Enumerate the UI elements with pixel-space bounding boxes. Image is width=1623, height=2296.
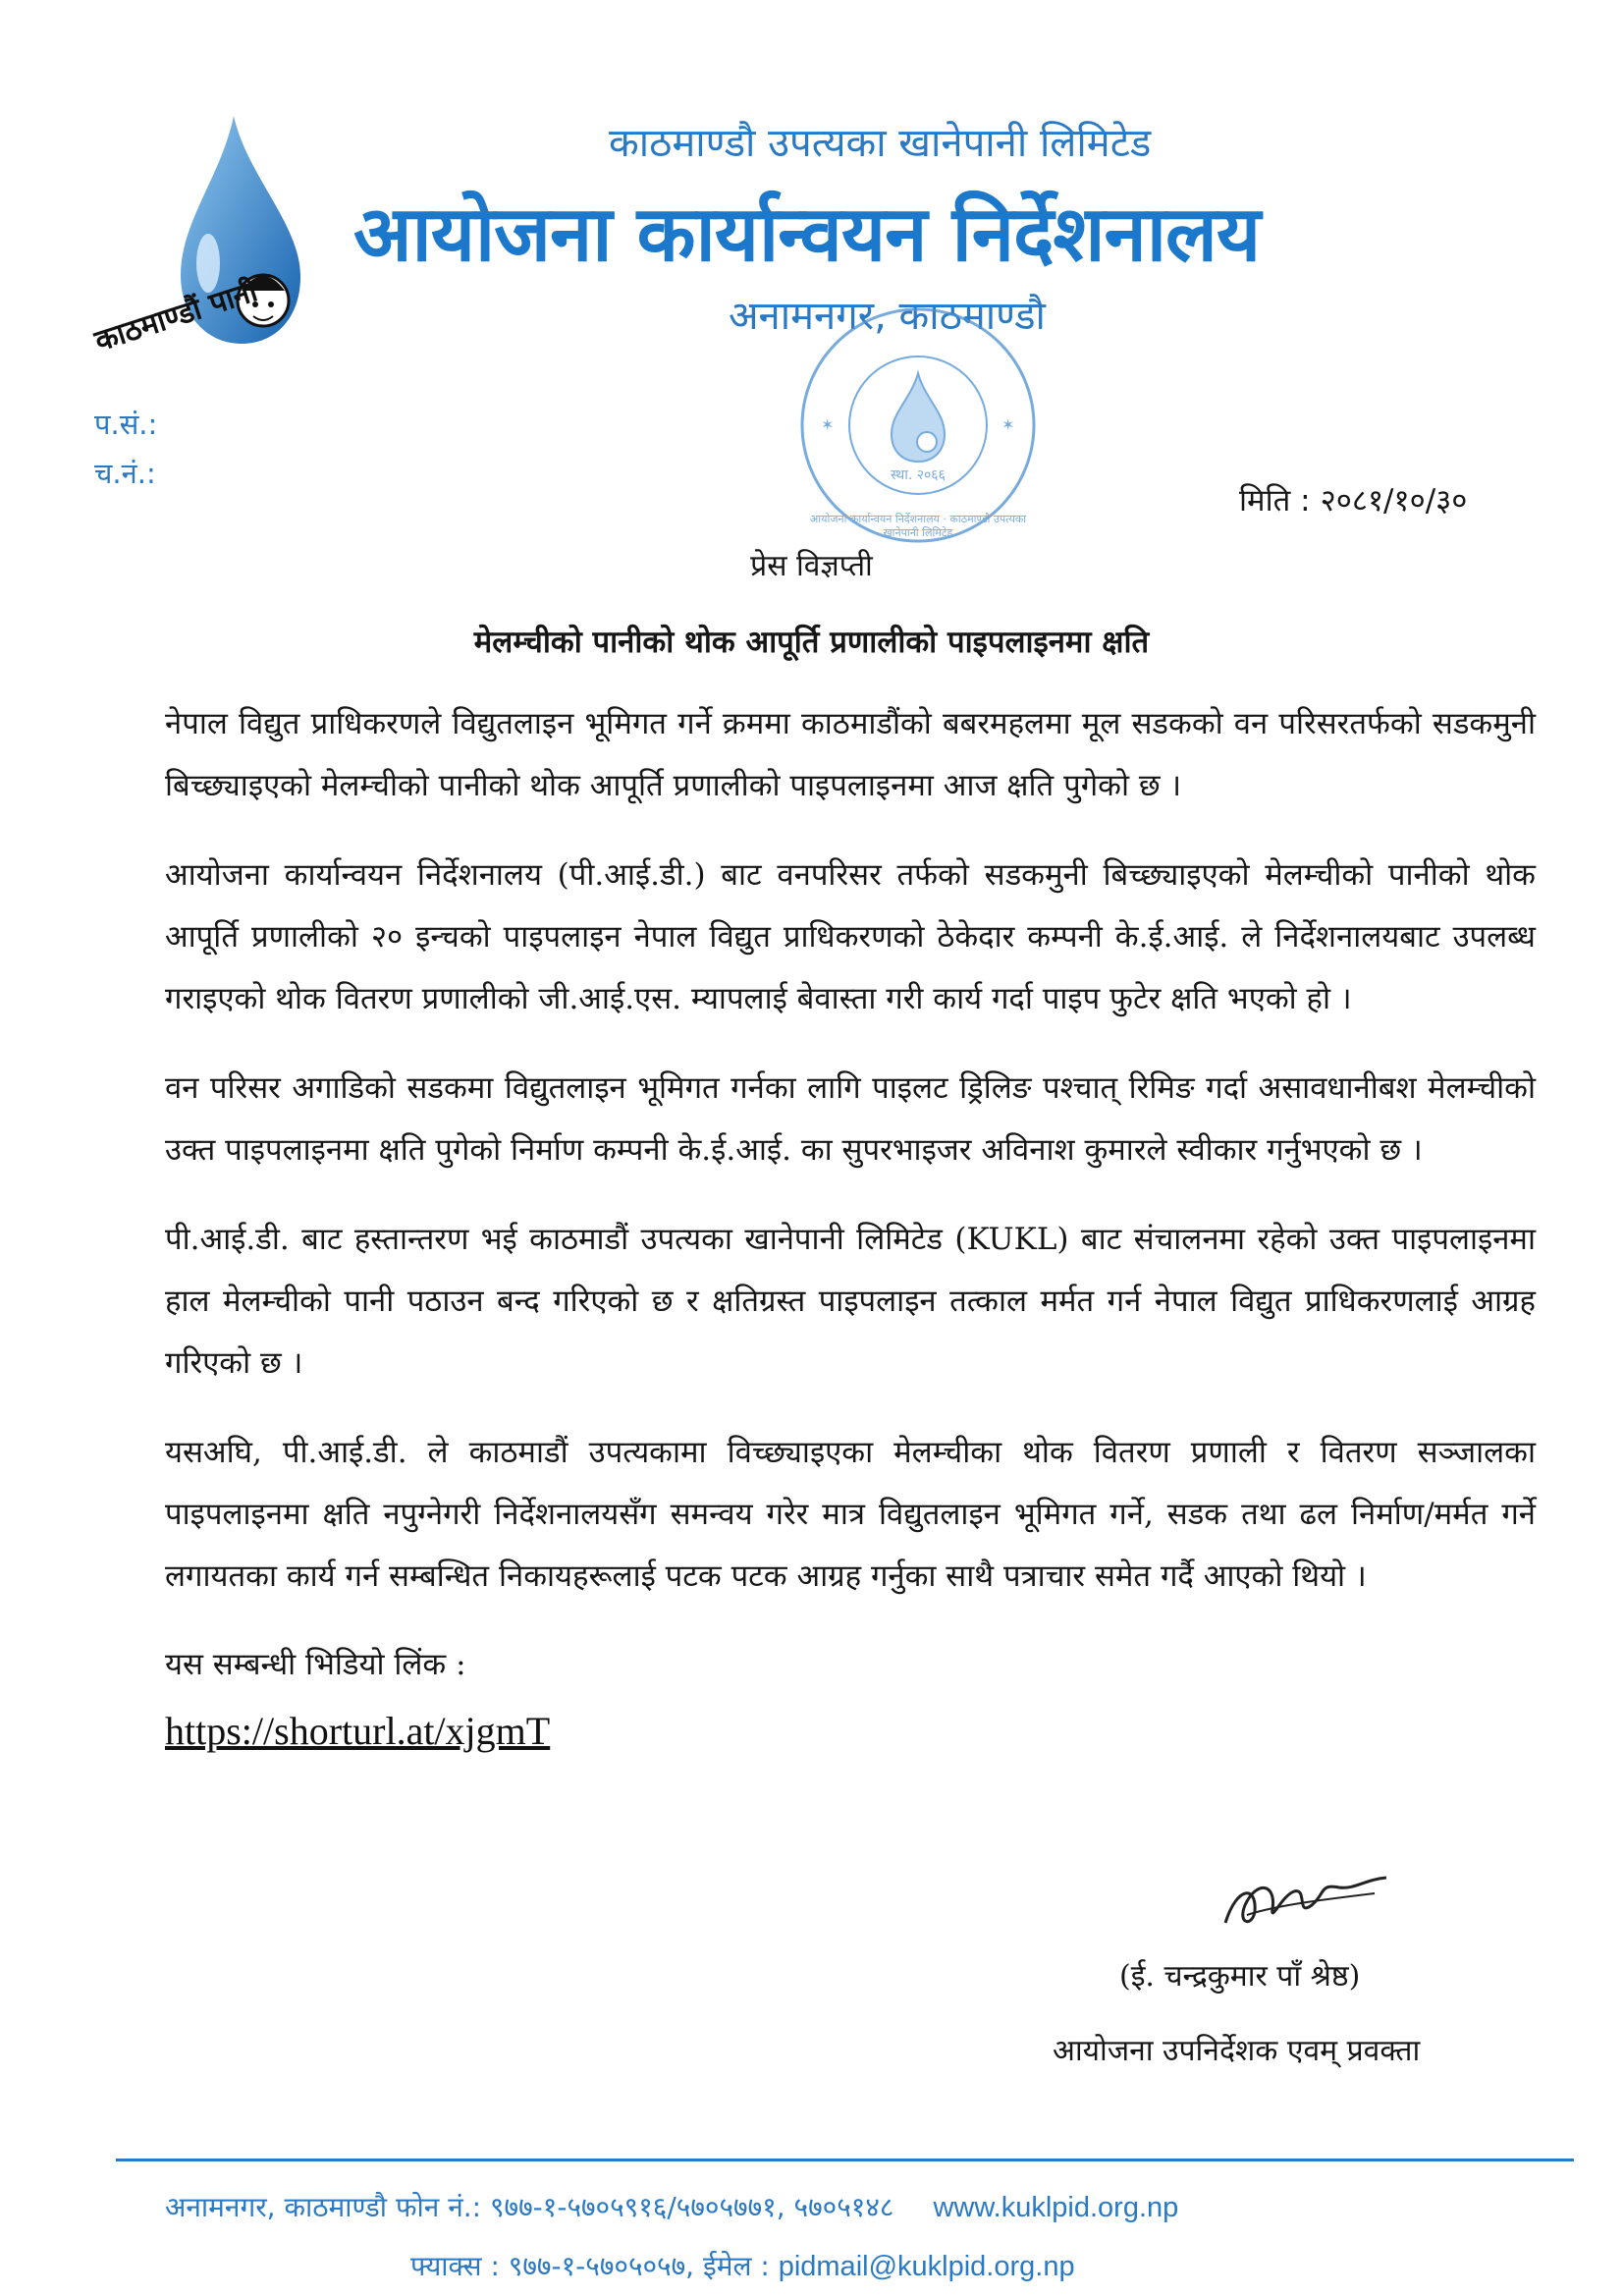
paragraph-5: यसअघि, पी.आई.डी. ले काठमाडौं उपत्यकामा विच्छ्याइएका मेलम्चीका थोक वितरण प्रणाली र वितरण सञ्जालका पाइपलाइनमा क्षति नपुग्नेगरी निर्देशनालयसँग समन्वय गरेर मात्र विद्युतलाइन भूमिगत गर्ने, सडक तथा ढल निर्माण/मर्मत गर्ने लगायतका कार्य गर्न सम्बन्धित निकायहरूलाई पटक पटक आग्रह गर्नुका साथै पत्राचार समेत गर्दै आएको थियो । <box>165 1435 1536 1594</box>
video-link-label: यस सम्बन्धी भिडियो लिंक : <box>165 1647 466 1682</box>
stamp-text: आयोजना कार्यान्वयन निर्देशनालय · काठमाण्डौ उपत्यका खानेपानी लिमिटेड <box>809 513 1027 539</box>
stamp-year: स्था. २०६६ <box>891 467 946 483</box>
organization-name: काठमाण्डौ उपत्यका खानेपानी लिमिटेड <box>609 121 1152 166</box>
signature-icon <box>1217 1866 1394 1935</box>
footer-website-link[interactable]: www.kuklpid.org.np <box>933 2192 1179 2223</box>
paragraph-2: आयोजना कार्यान्वयन निर्देशनालय (पी.आई.डी.) बाट वनपरिसर तर्फको सडकमुनी बिच्छ्याइएको मेलम्चीको पानीको थोक आपूर्ति प्रणालीको २० इन्चको पाइपलाइन नेपाल विद्युत प्राधिकरणको ठेकेदार कम्पनी के.ई.आई. ले निर्देशनालयबाट उपलब्ध गराइएको थोक वितरण प्रणालीको जी.आई.एस. म्यापलाई बेवास्ता गरी कार्य गर्दा पाइप फुटेर क्षति भएको हो । <box>165 857 1536 1016</box>
video-link-url[interactable]: https://shorturl.at/xjgmT <box>165 1709 551 1753</box>
footer-email-link[interactable]: pidmail@kuklpid.org.np <box>778 2251 1075 2282</box>
organization-logo <box>86 116 322 361</box>
letterhead-address: अनामनगर, काठमाण्डौ <box>729 294 1046 339</box>
signatory-title: आयोजना उपनिर्देशक एवम् प्रवक्ता <box>1053 2034 1421 2068</box>
footer-address-phone: अनामनगर, काठमाण्डौ फोन नं.: ९७७-१-५७०५९१६/५७०५७७१, ५७०५१४८ <box>165 2191 894 2223</box>
logo-text: काठमाण्डौं पानी <box>90 274 262 359</box>
footer-fax-email-line <box>410 2247 1392 2284</box>
reference-number-label: प.सं.: <box>94 408 158 441</box>
handwritten-signature <box>1217 1866 1394 1935</box>
date-label: मिति : <box>1239 483 1311 519</box>
paragraph-1: नेपाल विद्युत प्राधिकरणले विद्युतलाइन भूमिगत गर्ने क्रममा काठमाडौंको बबरमहलमा मूल सडकको वन परिसरतर्फको सडकमुनी बिच्छ्याइएको मेलम्चीको पानीको थोक आपूर्ति प्रणालीको पाइपलाइनमा आज क्षति पुगेको छ । <box>165 706 1536 803</box>
official-stamp <box>795 302 1041 548</box>
dispatch-number-label: च.नं.: <box>94 457 156 490</box>
footer-fax: फ्याक्स : ९७७-१-५७०५०५७, ईमेल : <box>410 2250 779 2282</box>
seal-icon <box>795 302 1041 548</box>
footer-divider <box>116 2159 1574 2161</box>
signatory-name: (ई. चन्द्रकुमार पाँ श्रेष्ठ) <box>1119 1959 1361 1994</box>
paragraph-4: पी.आई.डी. बाट हस्तान्तरण भई काठमाडौं उपत्यका खानेपानी लिमिटेड (KUKL) बाट संचालनमा रहेको उक्त पाइपलाइनमा हाल मेलम्चीको पानी पठाउन बन्द गरिएको छ र क्षतिग्रस्त पाइपलाइन तत्काल मर्मत गर्न नेपाल विद्युत प्राधिकरणलाई आग्रह गरिएको छ । <box>165 1222 1536 1381</box>
subject-heading: मेलम्चीको पानीको थोक आपूर्ति प्रणालीको पाइपलाइनमा क्षति <box>473 625 1150 660</box>
press-release-body <box>165 693 1536 1754</box>
date-value: २०८१/१०/३० <box>1320 483 1468 519</box>
press-release-title: प्रेस विज्ञप्ती <box>750 549 873 583</box>
directorate-name: आयोजना कार्यान्वयन निर्देशनालय <box>353 191 1261 279</box>
paragraph-3: वन परिसर अगाडिको सडकमा विद्युतलाइन भूमिगत गर्नका लागि पाइलट ड्रिलिङ पश्चात् रिमिङ गर्दा असावधानीबश मेलम्चीको उक्त पाइपलाइनमा क्षति पुगेको निर्माण कम्पनी के.ई.आई. का सुपरभाइजर अविनाश कुमारले स्वीकार गर्नुभएको छ । <box>165 1070 1536 1168</box>
svg-text:✶: ✶ <box>821 415 835 434</box>
svg-text:✶: ✶ <box>1001 415 1015 434</box>
footer-contact-line <box>165 2188 1540 2225</box>
date-line <box>1239 479 1467 520</box>
